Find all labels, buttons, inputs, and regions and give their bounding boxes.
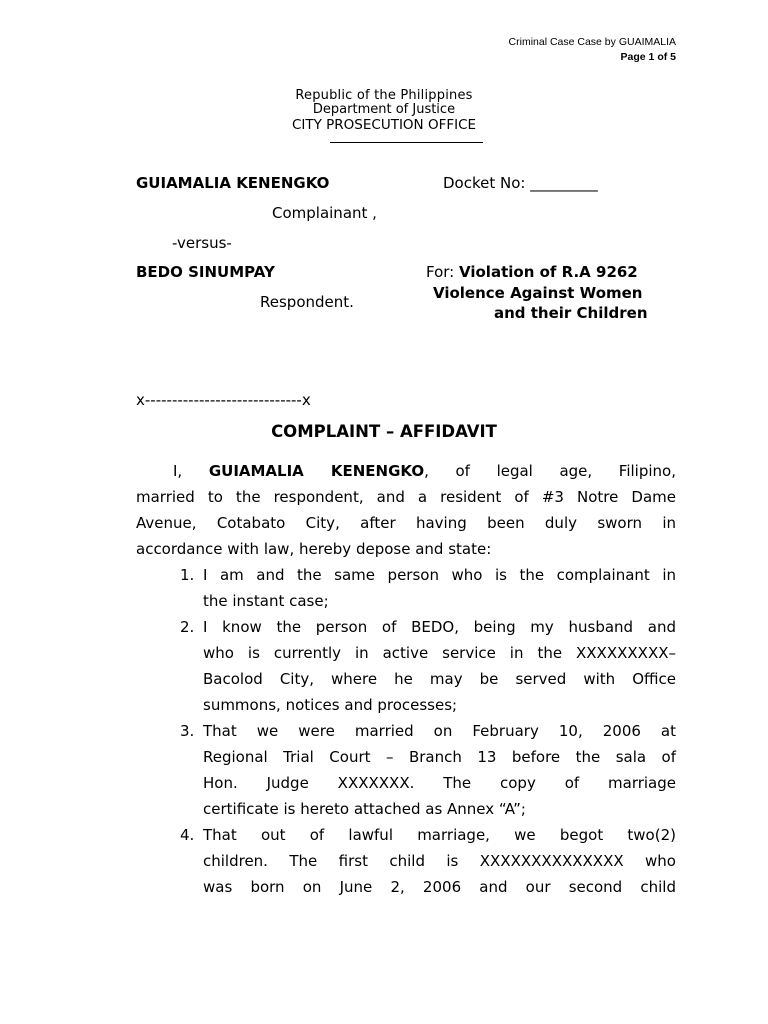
letterhead-department: Department of Justice [312,102,456,117]
charge-line-3: and their Children [494,304,648,322]
running-header-case: Criminal Case Case by GUAIMALIA [508,36,676,48]
letterhead-republic: Republic of the Philippines [295,88,473,103]
list-item-line: Bacolod City, where he may be served with Office [203,670,676,688]
intro-line-3: Avenue, Cotabato City, after having been duly sworn in [136,514,676,532]
list-item-line: I am and the same person who is the complainant in [203,566,676,584]
versus-label: -versus- [172,234,232,252]
intro-paragraph [136,458,676,562]
respondent-role: Respondent. [260,293,354,311]
intro-line-1: I, GUIAMALIA KENENGKO, of legal age, Filipino, [173,462,676,480]
document-title: COMPLAINT – AFFIDAVIT [271,422,497,441]
letterhead-underline [330,142,483,143]
list-item-line: Regional Trial Court – Branch 13 before the sala of [203,748,676,766]
list-item-line: summons, notices and processes; [203,696,458,714]
affiant-name: GUIAMALIA KENENGKO [208,462,425,480]
list-item-line: That out of lawful marriage, we begot two(2) [203,826,676,844]
intro-line-4: accordance with law, hereby depose and state: [136,540,492,558]
charge-line-1 [426,263,638,281]
complainant-name: GUIAMALIA KENENGKO [136,174,330,192]
complainant-role: Complainant , [272,204,377,222]
intro-line-2: married to the respondent, and a resident of #3 Notre Dame [136,488,676,506]
document-page: Criminal Case Case by GUAIMALIA Page 1 of 5 Republic of the Philippines Department of Justice CITY PROSECUTION OFFICE GUIAMALIA KENENGKO Docket No: _________ Complainant , -versus- BEDO SINUMPAY For: Violation of R.A 9262 Respondent. Violence Against Women and their Children x-----------------------------x COMPLAINT – AFFIDAVIT I, GUIAMALIA KENENGKO, of legal age, Filipino, married to the respondent, and a resident of #3 Notre Dame Avenue, Cotabato City, after having been duly sworn in accordance with law, hereby depose and state: 1. I am and the same person who is the complainant in the instant case; 2. I know the person of BEDO, being my husband and who is currently in active service in the XXXXXXXXX– Bacolod City, where he may be served with Office summons, notices and processes; 3. That we were married on February 10, 2006 at Regional Trial Court – Branch 13 before the sala of Hon. Judge XXXXXXX. The copy of marriage certificate is hereto attached as Annex “A”; 4. That out of lawful marriage, we begot two(2) children. The first child is XXXXXXXXXXXXXX who was born on June 2, 2006 and our second child [0,0,768,1024]
list-item-line: the instant case; [203,592,329,610]
list-item-line: was born on June 2, 2006 and our second child [203,878,676,896]
list-item-line: That we were married on February 10, 2006 at [203,722,676,740]
list-item-line: children. The first child is XXXXXXXXXXXXXX who [203,852,676,870]
list-item-line: certificate is hereto attached as Annex “A”; [203,800,526,818]
charge-statute: Violation of R.A 9262 [459,263,638,281]
caption-separator: x-----------------------------x [136,391,311,409]
running-header-page: Page 1 of 5 [620,51,676,63]
docket-number: Docket No: _________ [443,174,598,192]
letterhead-office: CITY PROSECUTION OFFICE [291,117,477,133]
list-item-line: who is currently in active service in the XXXXXXXXX– [203,644,676,662]
list-item-line: Hon. Judge XXXXXXX. The copy of marriage [203,774,676,792]
list-item-line: I know the person of BEDO, being my husband and [203,618,676,636]
for-label: For: [426,263,455,281]
respondent-name: BEDO SINUMPAY [136,263,275,281]
charge-line-2: Violence Against Women [433,284,643,302]
